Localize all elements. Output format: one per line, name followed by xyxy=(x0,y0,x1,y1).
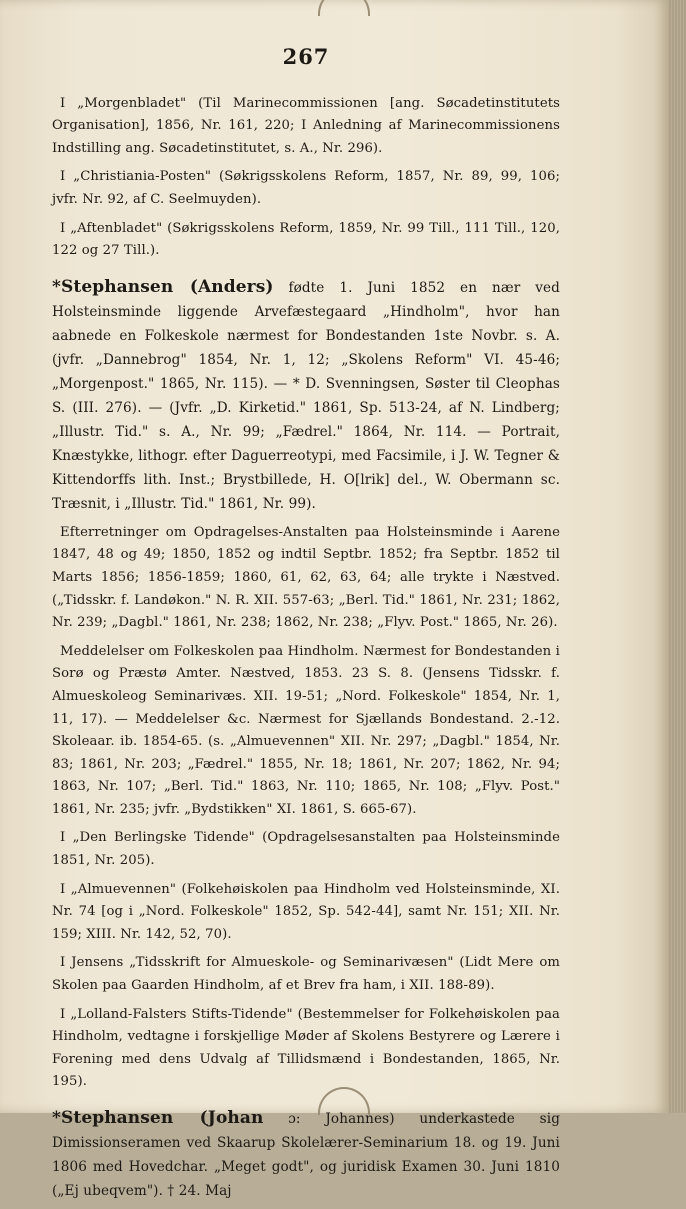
paragraph-christiania-posten: I „Christiania-Posten" (Søkrigsskolens Reform, 1857, Nr. 89, 99, 106; jvfr. Nr. 92, af C. Seelmuyden). xyxy=(52,169,560,207)
page-edge xyxy=(668,0,686,1113)
top-paper-tab xyxy=(318,0,370,16)
page-content xyxy=(52,46,560,1209)
paragraph-efterretninger: Efterretninger om Opdragelses-Anstalten paa Holsteinsminde i Aarene 1847, 48 og 49; 1850, 1852 og indtil Septbr. 1852; fra Septbr. 1852 til Marts 1856; 1856-1859; 1860, 61, 62, 63, 64; alle trykte i Næstved. („Tidsskr. f. Landøkon." N. R. XII. 557-63; „Berl. Tid." 1861, Nr. 231; 1862, Nr. 239; „Dagbl." 1861, Nr. 238; 1862, Nr. 238; „Flyv. Post." 1865, Nr. 26). xyxy=(52,524,560,631)
entry-body: fødte 1. Juni 1852 en nær ved Holsteinsminde liggende Arvefæstegaard „Hindholm", hvor han aabnede en Folkeskole nærmest for Bondestanden 1ste Novbr. s. A. (jvfr. „Dannebrog" 1854, Nr. 1, 12; „Skolens Reform" VI. 45-46; „Morgenpost." 1865, Nr. 115). — * D. Svenningsen, Søster til Cleophas S. (III. 276). — (Jvfr. „D. Kirketid." 1861, Sp. 513-24, af N. Lindberg; „Illustr. Tid." s. A., Nr. 99; „Fædrel." 1864, Nr. 114. — Portrait, Knæstykke, lithogr. efter Daguerreotypi, med Facsimile, i J. W. Tegner & Kittendorffs lith. Inst.; Brystbillede, H. O[lrik] del., W. Obermann sc. Træsnit, i „Illustr. Tid." 1861, Nr. 99). xyxy=(52,279,560,512)
paragraph-berlingske: I „Den Berlingske Tidende" (Opdragelsesanstalten paa Holsteinsminde 1851, Nr. 205). xyxy=(52,830,560,869)
paragraph-aftenbladet: I „Aftenbladet" (Søkrigsskolens Reform, 1859, Nr. 99 Till., 111 Till., 120, 122 og 27 Till.). xyxy=(52,220,560,259)
paragraph-almuevennen: I „Almuevennen" (Folkehøiskolen paa Hindholm ved Holsteinsminde, XI. Nr. 74 [og i „Nord. Folkeskole" 1852, Sp. 542-44], samt Nr. 151; XII. Nr. 159; XIII. Nr. 142, 52, 70). xyxy=(52,881,560,942)
paragraph-morgenbladet: I „Morgenbladet" (Til Marinecommissionen [ang. Søcadetinstitutets Organisation], 1856, Nr. 161, 220; I Anledning af Marinecommissionens Indstilling ang. Søcadetinstitutet, s. A., Nr. 296). xyxy=(52,95,560,156)
page-number: 267 xyxy=(282,44,330,69)
entry-heading: *Stephansen (Anders) xyxy=(52,276,274,297)
paragraph-jensens: I Jensens „Tidsskrift for Almueskole- og Seminarivæsen" (Lidt Mere om Skolen paa Gaarden Hindholm, af et Brev fra ham, i XII. 188-89). xyxy=(52,955,560,994)
paragraph-meddelelser: Meddelelser om Folkeskolen paa Hindholm. Nærmest for Bondestanden i Sorø og Præstø Amter. Næstved, 1853. 23 S. 8. (Jensens Tidsskr. f. Almueskoleog Seminarivæs. XII. 19-51; „Nord. Folkeskole" 1854, Nr. 1, 11, 17). — Meddelelser &c. Nærmest for Sjællands Bondestand. 2.-12. Skoleaar. ib. 1854-65. (s. „Almuevennen" XII. Nr. 297; „Dagbl." 1854, Nr. 83; 1861, Nr. 203; „Fædrel." 1855, Nr. 18; 1861, Nr. 207; 1862, Nr. 94; 1863, Nr. 107; „Berl. Tid." 1863, Nr. 110; 1865, Nr. 108; „Flyv. Post." 1861, Nr. 235; jvfr. „Bydstikken" XI. 1861, S. 665-67). xyxy=(52,643,560,817)
entry-johan-stephansen xyxy=(52,1106,560,1203)
entry-heading: *Stephansen (Johan xyxy=(52,1108,264,1128)
entry-body: ɔ: Johannes) underkastede sig Dimissionseramen ved Skaarup Skolelærer-Seminarium 18. og 19. Juni 1806 med Hovedchar. „Meget godt", og juridisk Examen 30. Juni 1810 („Ej ubeqvem"). † 24. Maj xyxy=(52,1111,560,1199)
entry-anders-stephansen xyxy=(52,275,560,516)
paragraph-lolland-falsters: I „Lolland-Falsters Stifts-Tidende" (Bestemmelser for Folkehøiskolen paa Hindholm, vedtagne i forskjellige Møder af Skolens Bestyrere og Lærere i Forening med dens Udvalg af Tillidsmænd i Bondestanden, 1865, Nr. 195). xyxy=(52,1006,560,1090)
